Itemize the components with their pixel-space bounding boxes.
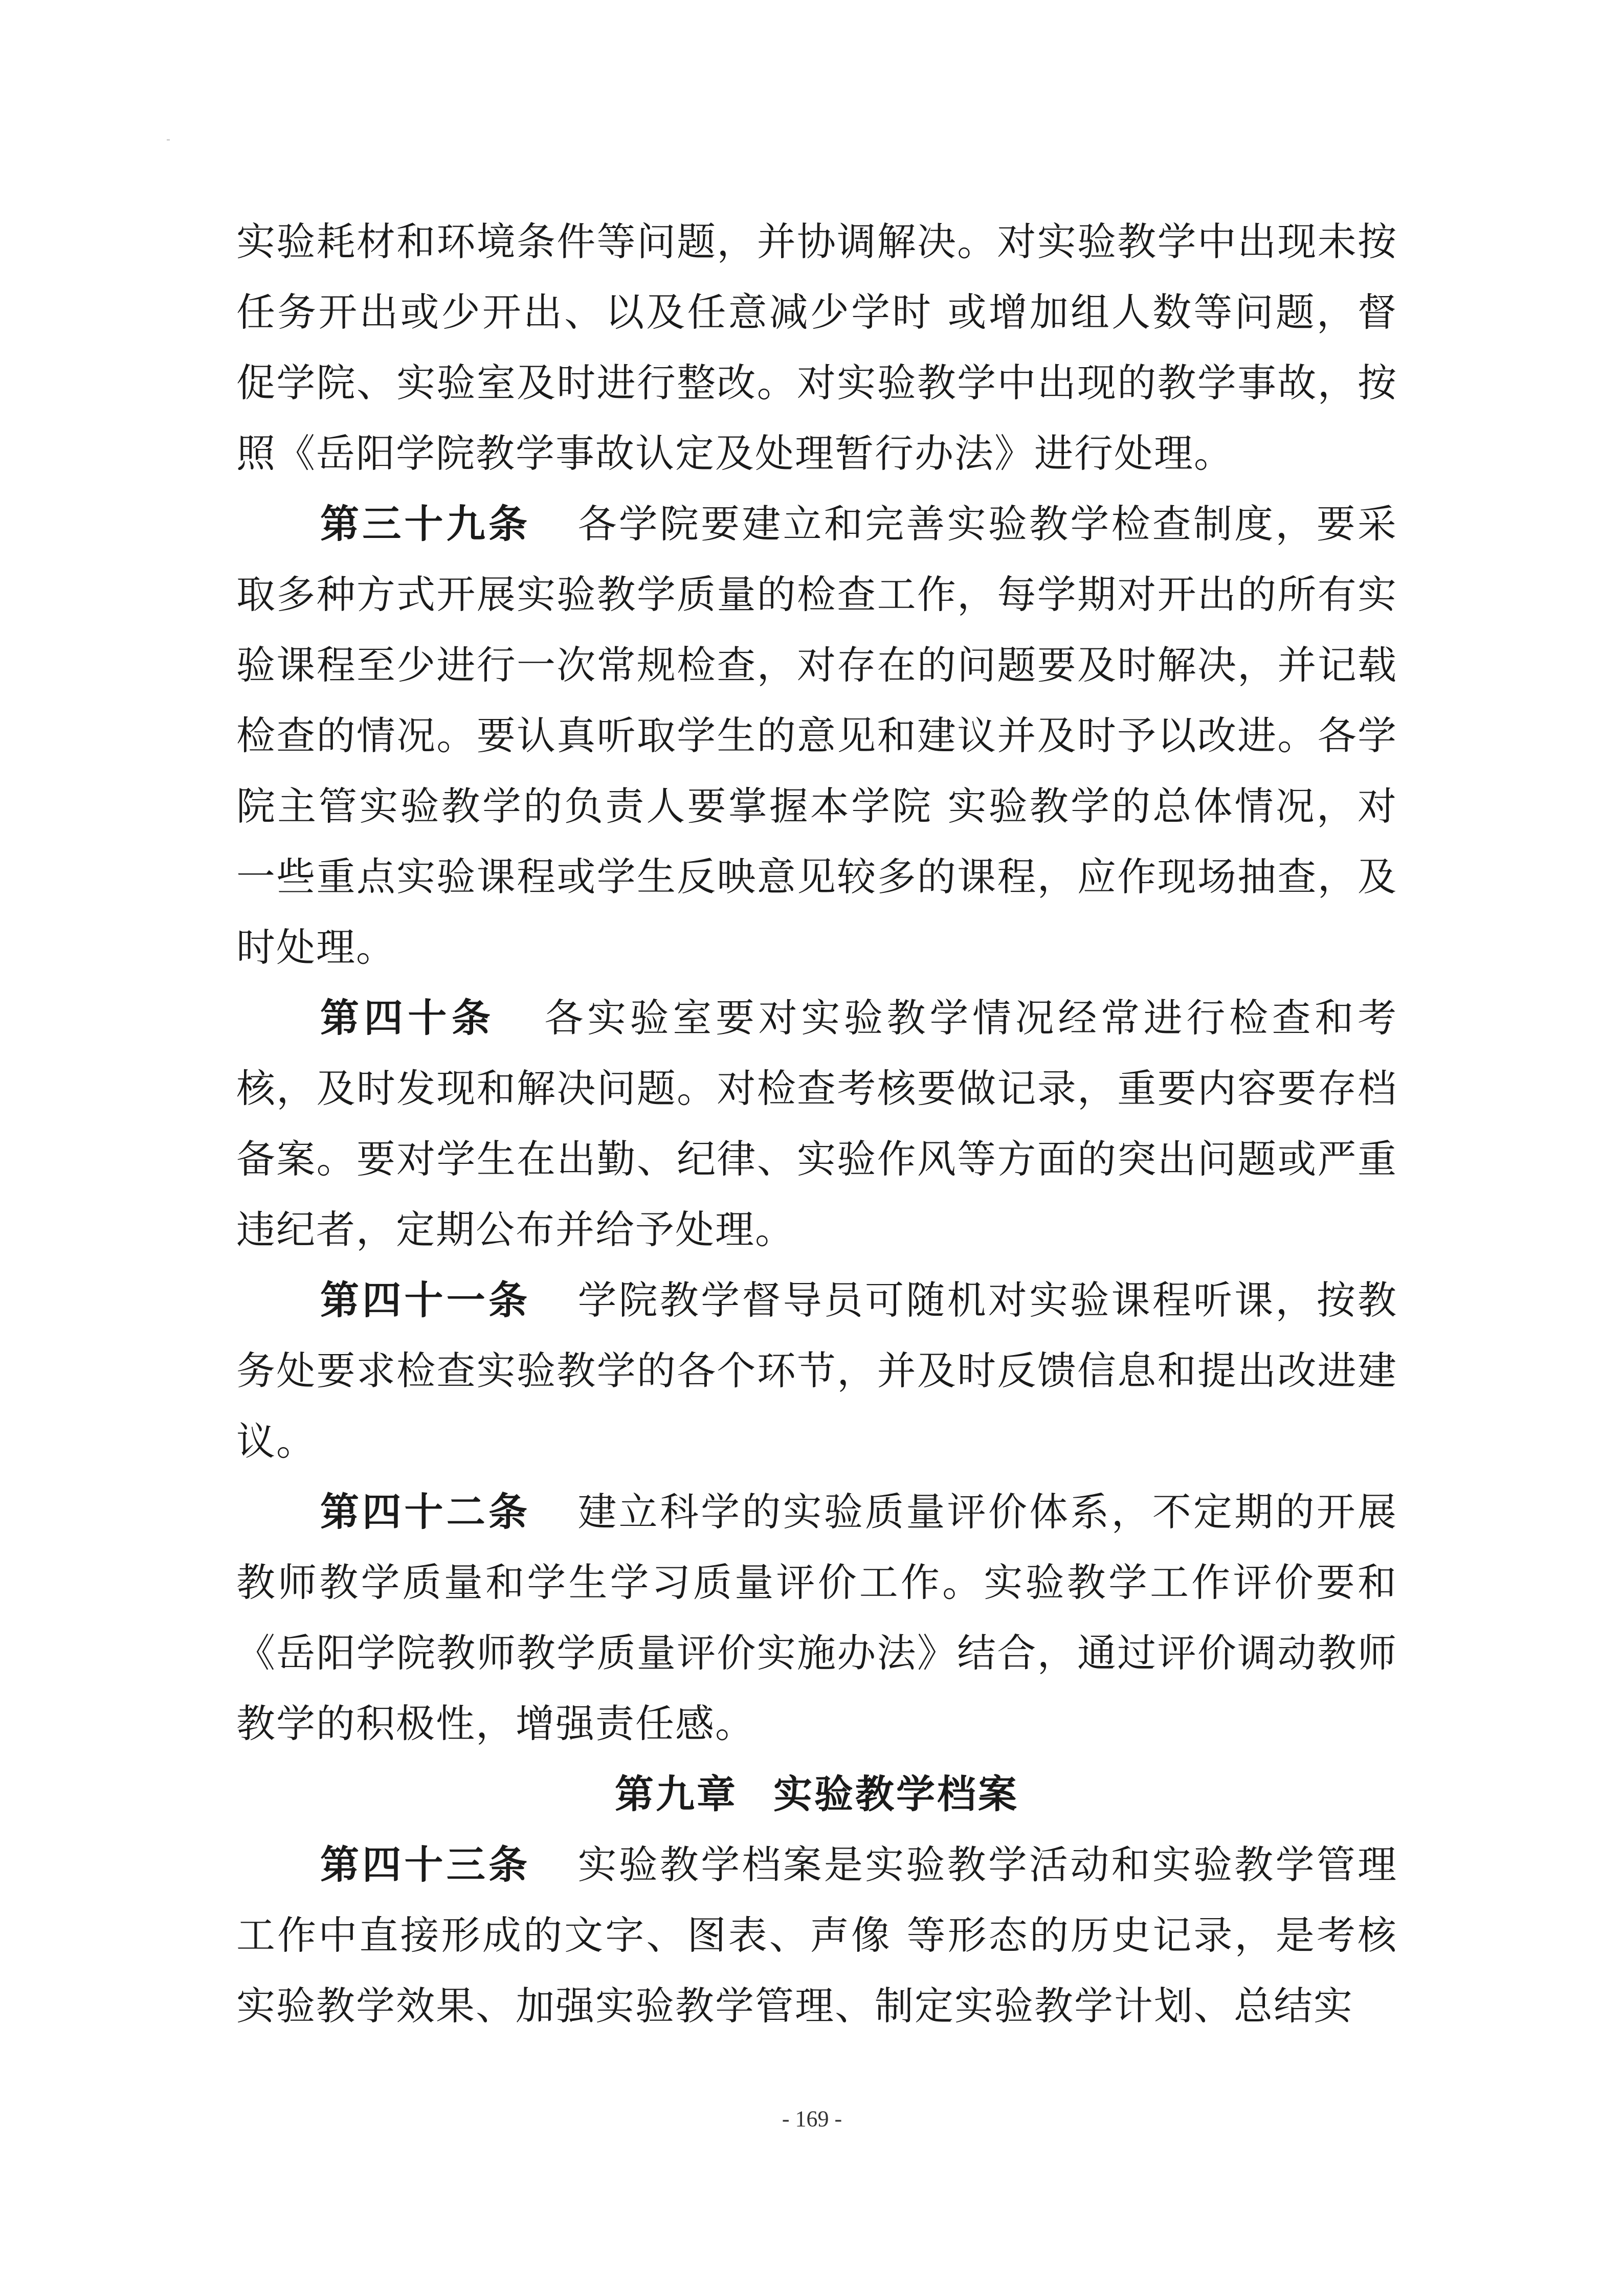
article-text: 建立科学的实验质量评价体系，不定期的开展教师教学质量和学生学习质量评价工作。实验教学工作评价要和《岳阳学院教师教学质量评价实施办法》结合，通过评价调动教师教学的积极性，增强责任感。 [236,1489,1398,1746]
article-text: 实验教学档案是实验教学活动和实验教学管理工作中直接形成的文字、图表、声像 等形态的历史记录，是考核实验教学效果、加强实验教学管理、制定实验教学计划、总结实 [236,1842,1398,2029]
article-title: 第四十一条 [320,1277,531,1323]
article-40 [236,983,1397,1265]
article-text: 学院教学督导员可随机对实验课程听课，按教务处要求检查实验教学的各个环节，并及时反馈信息和提出改进建议。 [236,1277,1398,1464]
article-text: 各学院要建立和完善实验教学检查制度，要采取多种方式开展实验教学质量的检查工作，每学期对开出的所有实验课程至少进行一次常规检查，对存在的问题要及时解决，并记载检查的情况。要认真听取学生的意见和建议并及时予以改进。各学院主管实验教学的负责人要掌握本学院 实验教学的总体情况，对一些重点实验课程或学生反映意见较多的课程，应作现场抽查，及时处理。 [236,501,1398,970]
article-title: 第四十三条 [320,1842,531,1887]
article-text: 各实验室要对实验教学情况经常进行检查和考核，及时发现和解决问题。对检查考核要做记录，重要内容要存档备案。要对学生在出勤、纪律、实验作风等方面的突出问题或严重违纪者，定期公布并给予处理。 [236,995,1398,1252]
paragraph-continued [236,207,1397,489]
chapter-heading [236,1759,1397,1830]
article-43 [236,1830,1397,2041]
article-title: 第四十二条 [320,1489,531,1535]
document-body [236,207,1397,2041]
article-41 [236,1265,1397,1477]
page-number: - 169 - [782,2106,842,2131]
chapter-name: 实验教学档案 [773,1771,1019,1817]
paragraph-text: 实验耗材和环境条件等问题，并协调解决。对实验教学中出现未按任务开出或少开出、以及任意减少学时 或增加组人数等问题，督促学院、实验室及时进行整改。对实验教学中出现的教学事故，按照《岳阳学院教学事故认定及处理暂行办法》进行处理。 [236,219,1397,476]
article-title: 第四十条 [320,995,496,1041]
scan-speck [167,139,170,141]
article-42 [236,1477,1397,1759]
article-title: 第三十九条 [320,501,531,547]
chapter-number: 第九章 [615,1771,738,1817]
article-39 [236,489,1397,983]
